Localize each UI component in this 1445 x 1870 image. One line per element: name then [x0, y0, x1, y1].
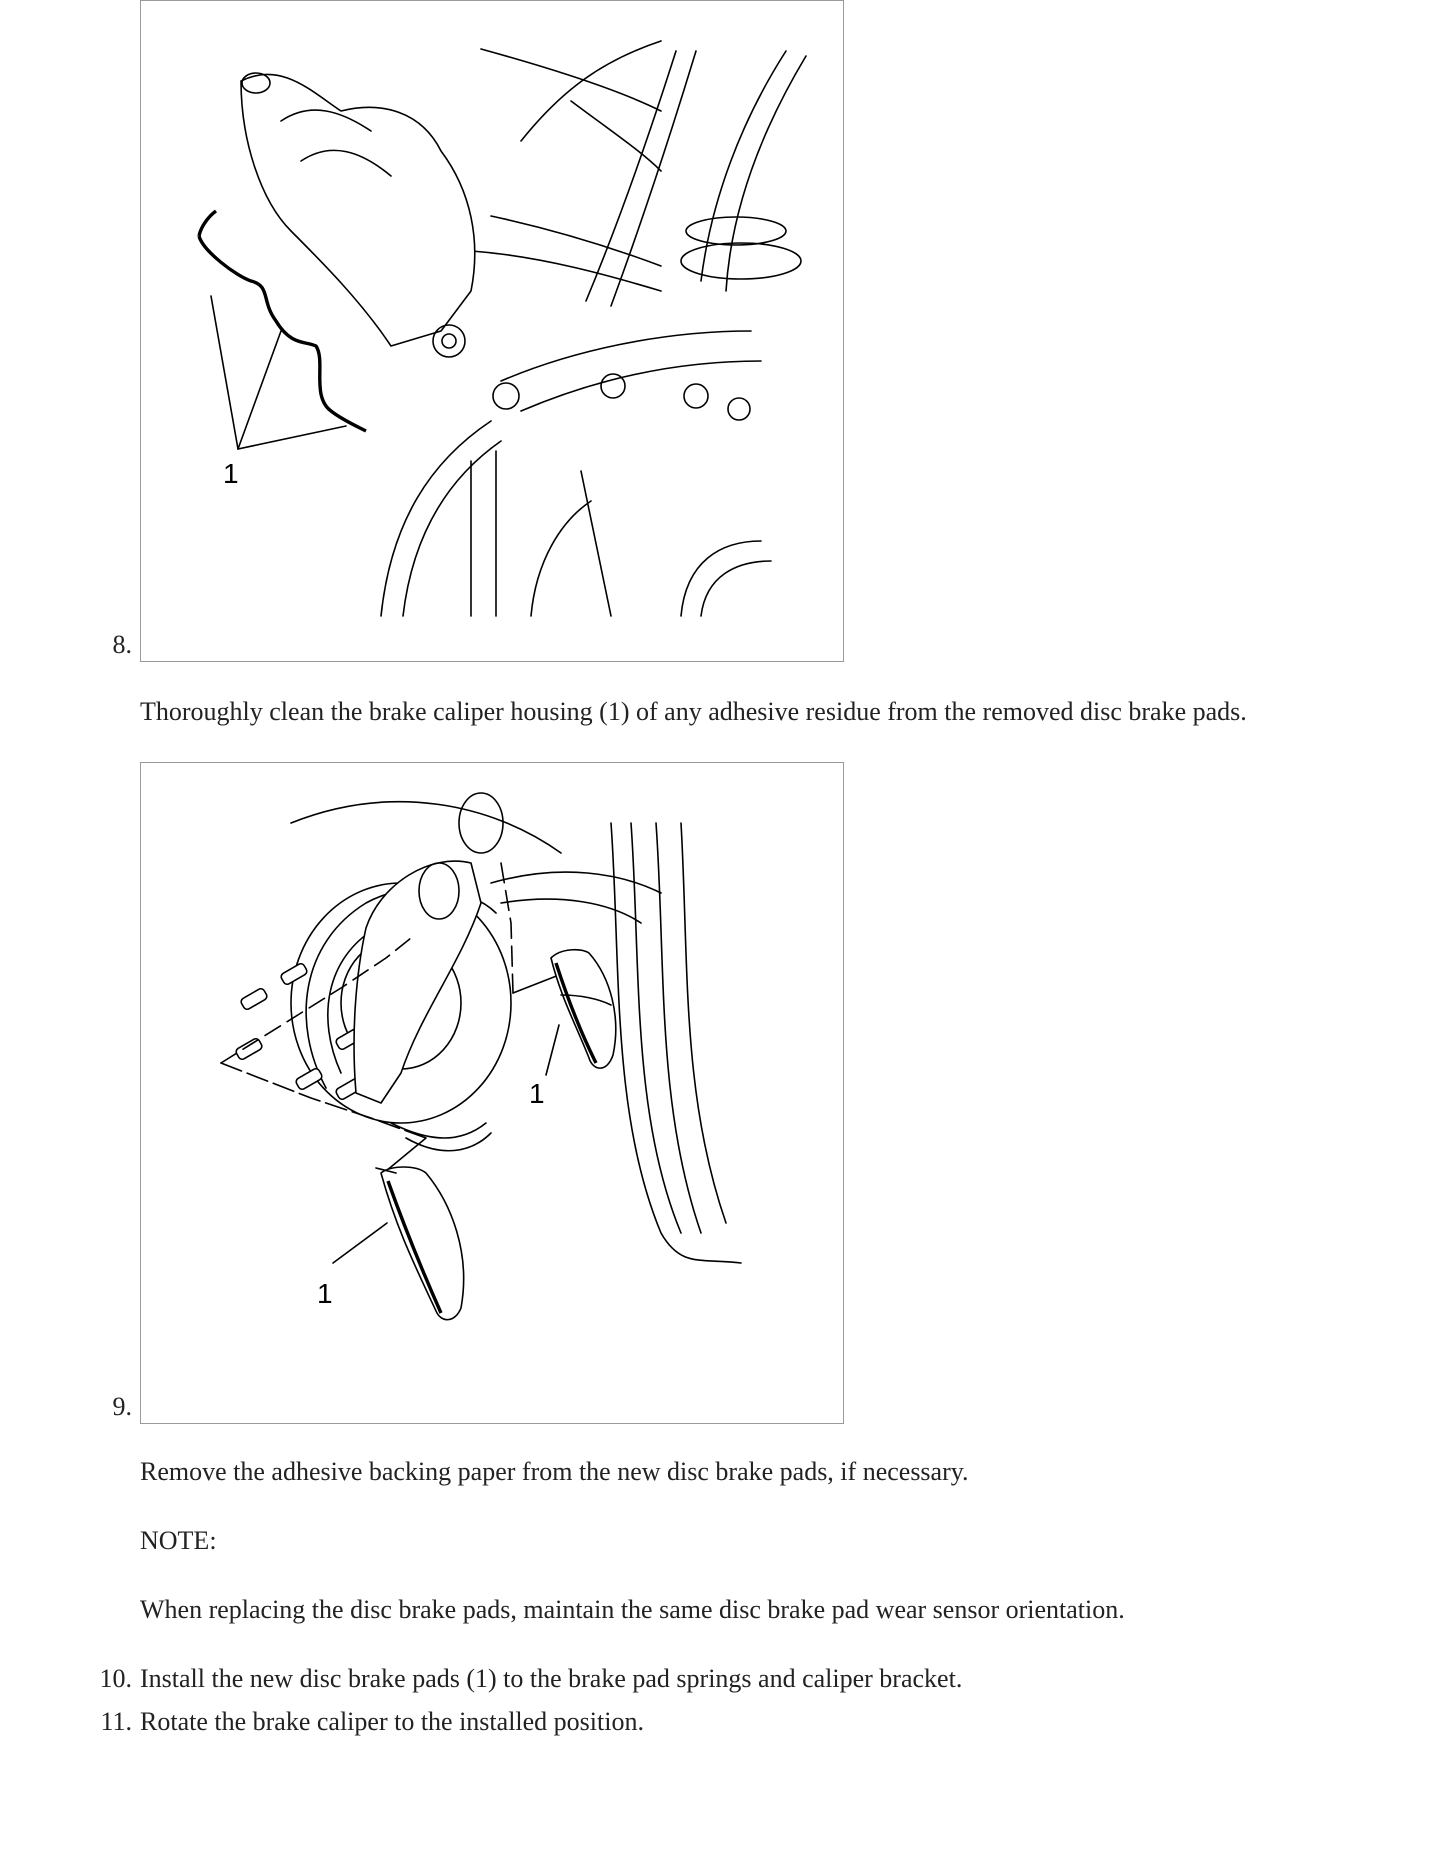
step-number: 8. — [112, 630, 132, 659]
callout-label: 1 — [529, 1078, 545, 1109]
brake-pads-illustration — [141, 763, 845, 1425]
callout-label: 1 — [317, 1278, 333, 1309]
note-label: NOTE: — [140, 1526, 217, 1555]
step-number: 9. — [112, 1392, 132, 1421]
figure-caliper-housing — [140, 0, 844, 662]
callout-label: 1 — [223, 458, 239, 489]
list-item-number: 10. — [99, 1664, 132, 1693]
list-item-number: 11. — [100, 1707, 132, 1736]
caliper-housing-illustration — [141, 1, 845, 663]
brake-pad-lower — [376, 1167, 464, 1320]
list-item-text: Install the new disc brake pads (1) to the brake pad springs and caliper bracket. — [140, 1664, 963, 1693]
brake-pad-upper — [551, 950, 616, 1068]
step-instruction: Thoroughly clean the brake caliper housing (1) of any adhesive residue from the removed disc brake pads. — [140, 697, 1247, 726]
note-text: When replacing the disc brake pads, maintain the same disc brake pad wear sensor orientation. — [140, 1595, 1125, 1624]
step-instruction: Remove the adhesive backing paper from the new disc brake pads, if necessary. — [140, 1457, 969, 1486]
figure-brake-pads — [140, 762, 844, 1424]
list-item-text: Rotate the brake caliper to the installed position. — [140, 1707, 644, 1736]
